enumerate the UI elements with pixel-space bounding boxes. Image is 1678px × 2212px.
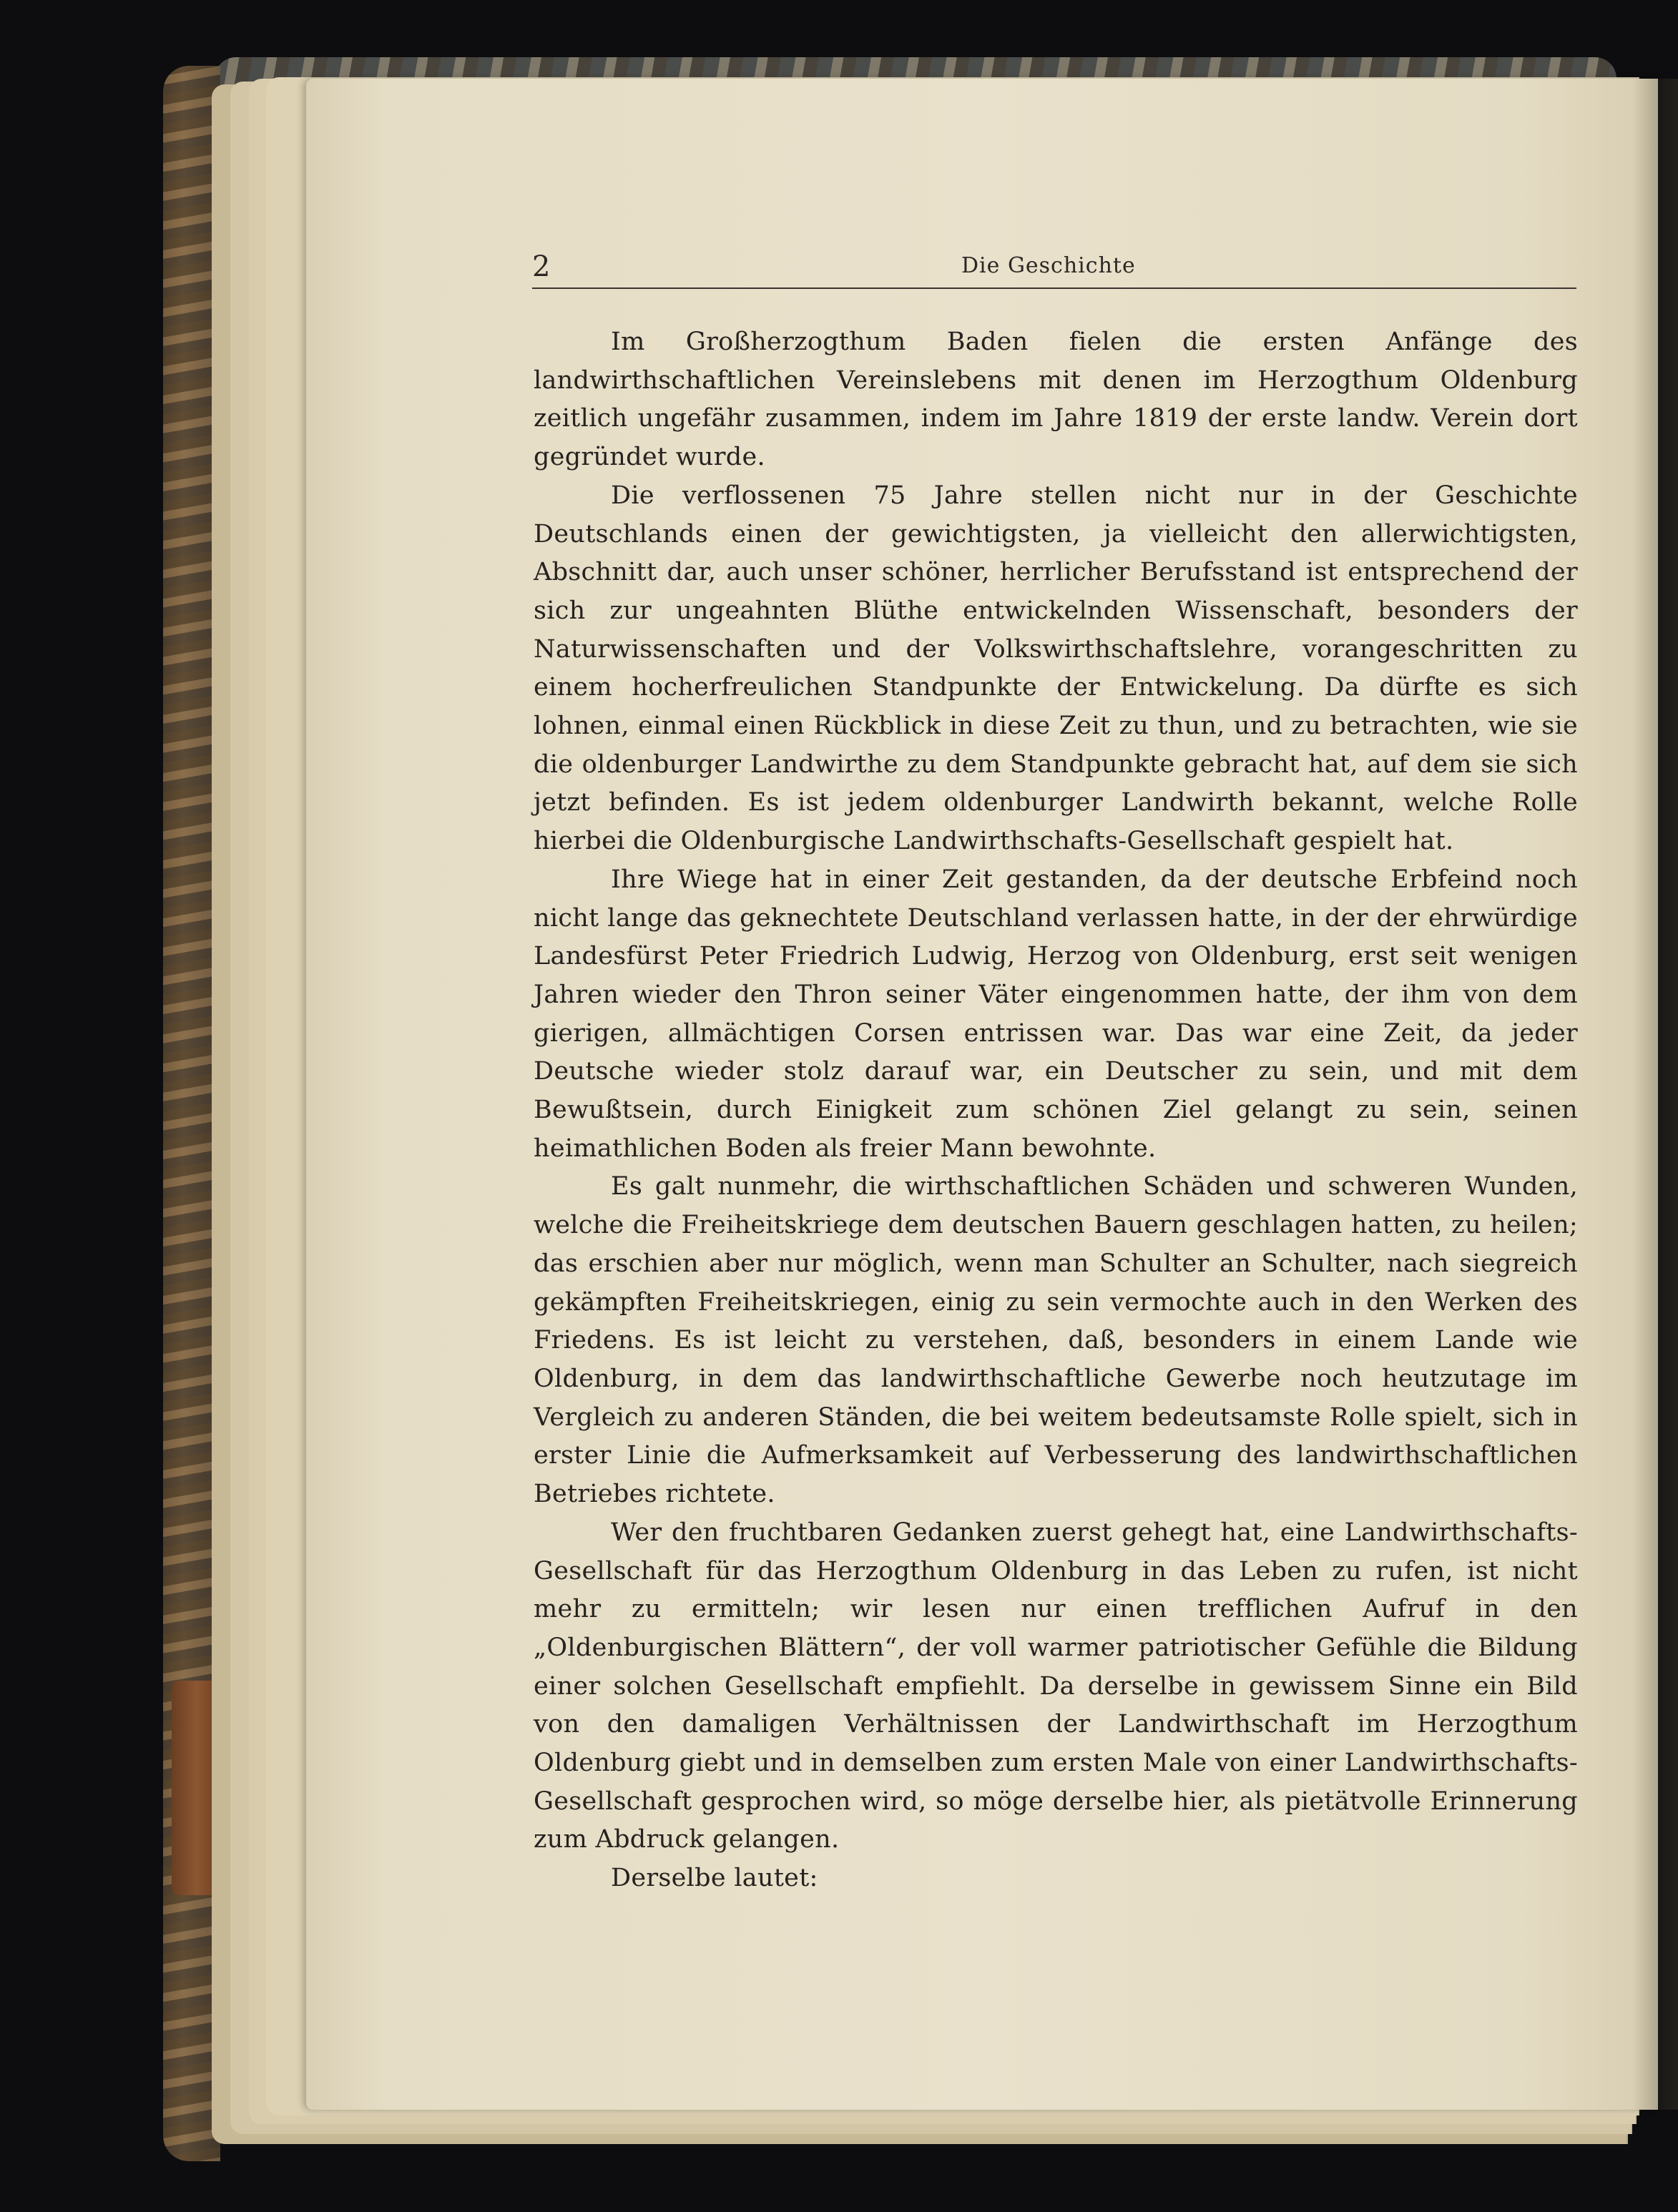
page-header [532,250,1576,289]
running-head: Die Geschichte [961,253,1136,278]
paragraph: Im Großherzogthum Baden fielen die ersten Anfänge des landwirthschaftlichen Vereinslebens mit denen im Herzogthum Oldenburg zeitlich ungefähr zusammen, indem im Jahre 1819 der erste landw. Verein dort gegründet wurde. [534,328,1578,472]
gutter-shadow [1632,79,1678,2110]
paragraph: Die verflossenen 75 Jahre stellen nicht nur in der Geschichte Deutschlands einen der gewichtigsten, ja vielleicht den allerwichtigsten, Abschnitt dar, auch unser schöner, herrlicher Berufsstand ist entsprechend der sich zur ungeahnten Blüthe entwickelnden Wissenschaft, besonders der Naturwissenschaften und der Volkswirthschaftslehre, vorangeschritten zu einem hocherfreulichen Standpunkte der Entwickelung. Da dürfte es sich lohnen, einmal einen Rückblick in diese Zeit zu thun, und zu betrachten, wie sie die oldenburger Landwirthe zu dem Standpunkte gebracht hat, auf dem sie sich jetzt befinden. Es ist jedem oldenburger Landwirth bekannt, welche Rolle hierbei die Oldenburgische Landwirthschafts-Gesellschaft gespielt hat. [534,481,1578,856]
body-text [534,323,1578,1898]
paragraph: Es galt nunmehr, die wirthschaftlichen Schäden und schweren Wunden, welche die Freiheitskriege dem deutschen Bauern geschlagen hatten, zu heilen; das erschien aber nur möglich, wenn man Schulter an Schulter, nach siegreich gekämpften Freiheitskriegen, einig zu sein vermochte auch in den Werken des Friedens. Es ist leicht zu verstehen, daß, besonders in einem Lande wie Oldenburg, in dem das landwirthschaftliche Gewerbe noch heutzutage im Vergleich zu anderen Ständen, die bei weitem bedeutsamste Rolle spielt, sich in erster Linie die Aufmerksamkeit auf Verbesserung des landwirthschaftlichen Betriebes richtete. [534,1172,1578,1509]
paragraph: Derselbe lautet: [611,1864,818,1893]
paragraph: Ihre Wiege hat in einer Zeit gestanden, da der deutsche Erbfeind noch nicht lange das geknechtete Deutschland verlassen hatte, in der der ehrwürdige Landesfürst Peter Friedrich Ludwig, Herzog von Oldenburg, erst seit wenigen Jahren wieder den Thron seiner Väter eingenommen hatte, der ihm von dem gierigen, allmächtigen Corsen entrissen war. Das war eine Zeit, da jeder Deutsche wieder stolz darauf war, ein Deutscher zu sein, und mit dem Bewußtsein, durch Einigkeit zum schönen Ziel gelangt zu sein, seinen heimathlichen Boden als freier Mann bewohnte. [534,865,1578,1163]
page-number: 2 [532,250,551,283]
paragraph: Wer den fruchtbaren Gedanken zuerst gehegt hat, eine Landwirthschafts-Gesellschaft für das Herzogthum Oldenburg in das Leben zu rufen, ist nicht mehr zu ermitteln; wir lesen nur einen trefflichen Aufruf in den „Oldenburgischen Blättern“, der voll warmer patriotischer Gefühle die Bildung einer solchen Gesellschaft empfiehlt. Da derselbe in gewissem Sinne ein Bild von den damaligen Verhältnissen der Landwirthschaft im Herzogthum Oldenburg giebt und in demselben zum ersten Male von einer Landwirthschafts-Gesellschaft gesprochen wird, so möge derselbe hier, als pietätvolle Erinnerung zum Abdruck gelangen. [534,1518,1578,1854]
